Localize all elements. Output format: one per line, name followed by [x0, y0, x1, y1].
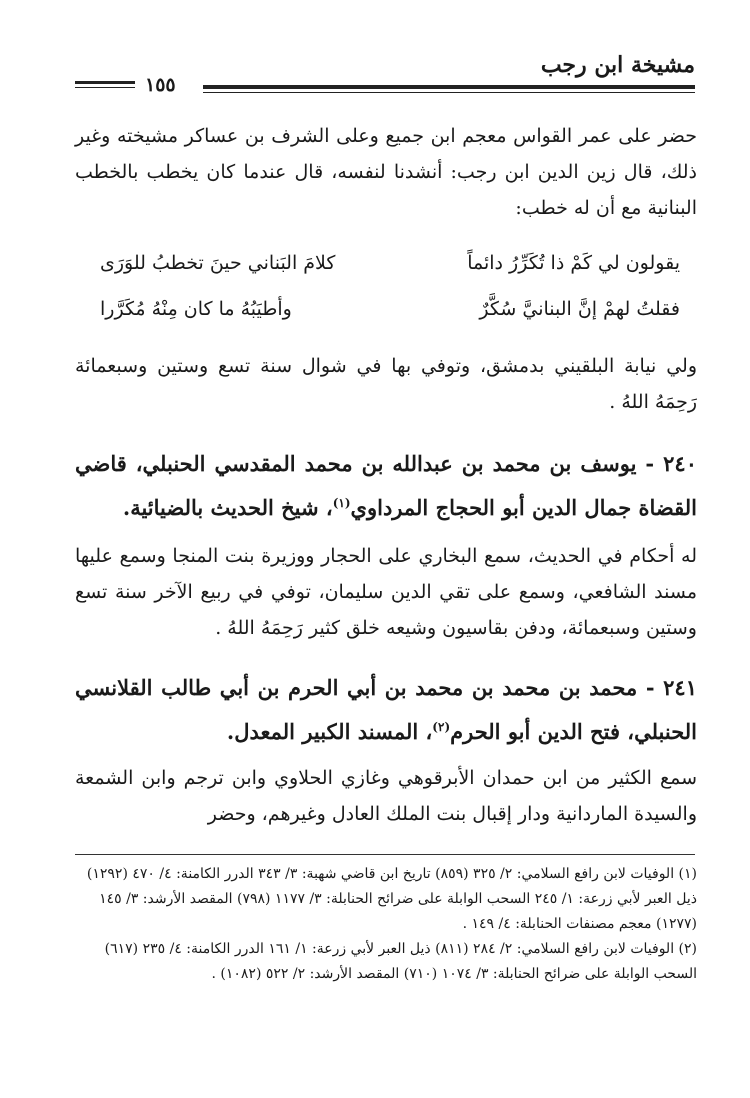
verse-line-2	[100, 298, 680, 338]
entry-241-heading	[75, 666, 697, 754]
entry-240-heading-main: ٢٤٠ - يوسف بن محمد بن عبدالله بن محمد المقدسي الحنبلي، قاضي القضاة جمال الدين أبو الحجاج المرداوي	[75, 451, 697, 520]
footnote-ref-2[interactable]: (٢)	[432, 720, 451, 734]
footnote-ref-1[interactable]: (١)	[332, 496, 351, 510]
footnote-2: (٢) الوفيات لابن رافع السلامي: ٢/ ٢٨٤ (٨١١) ذيل العبر لأبي زرعة: ١/ ١٦١ الدرر الكامنة: ٤/ ٢٣٥ (٦١٧) السحب الوابلة على ضرائح الحنابلة: ٣/ ١٠٧٤ (٧١٠) المقصد الأرشد: ٢/ ٥٢٢ (١٠٨٢) .	[104, 941, 697, 982]
entry-241-text: سمع الكثير من ابن حمدان الأبرقوهي وغازي الحلاوي وابن ترجم وابن الشمعة والسيدة الماردانية ودار إقبال بنت الملك العادل وغيرهم، وحضر	[75, 767, 697, 825]
verse-1-second-hemistich: كلامَ البَناني حينَ تخطبُ للوَرَى	[100, 252, 336, 274]
header-rule-right	[203, 85, 695, 89]
verse-2-second-hemistich: وأطيَبُهُ ما كان مِنْهُ مُكَرَّرا	[100, 298, 292, 320]
paragraph-death-note: ولي نيابة البلقيني بدمشق، وتوفي بها في شوال سنة تسع وستين وسبعمائة رَحِمَهُ اللهُ .	[75, 355, 697, 413]
verse-2-first-hemistich: فقلتُ لهمْ إنَّ البنانيَّ سُكَّرٌ	[479, 298, 680, 320]
entry-240-heading-tail: ، شيخ الحديث بالضيائية.	[122, 495, 333, 520]
page-number: ١٥٥	[145, 74, 176, 96]
footnotes	[75, 862, 697, 987]
header-rule-left-thin	[75, 87, 135, 88]
entry-240-text: له أحكام في الحديث، سمع البخاري على الحجار ووزيرة بنت المنجا وسمع عليها مسند الشافعي، وسمع على تقي الدين سليمان، توفي في ربيع الآخر سنة تسع وستين وسبعمائة، ودفن بقاسيون وشيعه خلق كثير رَحِمَهُ اللهُ .	[75, 545, 697, 639]
verse-line-1	[100, 252, 680, 292]
paragraph-intro: حضر على عمر القواس معجم ابن جميع وعلى الشرف بن عساكر مشيخته وغير ذلك، قال زين الدين ابن رجب: أنشدنا لنفسه، قال عندما كان يخطب بالخطب البنانية مع أن له خطب:	[75, 125, 697, 219]
verse-1-first-hemistich: يقولون لي كَمْ ذا تُكَرِّرُ دائماً	[467, 252, 680, 274]
footnote-1: (١) الوفيات لابن رافع السلامي: ٢/ ٣٢٥ (٨٥٩) تاريخ ابن قاضي شهبة: ٣/ ٣٤٣ الدرر الكامنة: ٤/ ٤٧٠ (١٢٩٢) ذيل العبر لأبي زرعة: ١/ ٢٤٥ السحب الوابلة على ضرائح الحنابلة: ٣/ ١١٧٧ (٧٩٨) المقصد الأرشد: ٣/ ١٤٥ (١٢٧٧) معجم مصنفات الحنابلة: ٤/ ١٤٩ .	[86, 866, 697, 932]
entry-241-heading-main: ٢٤١ - محمد بن محمد بن محمد بن أبي الحرم بن أبي طالب القلانسي الحنبلي، فتح الدين أبو الحرم	[75, 675, 697, 744]
header-rule-right-thin	[203, 92, 695, 93]
footnote-divider	[75, 854, 695, 855]
header-rule-left	[75, 81, 135, 84]
running-title: مشيخة ابن رجب	[540, 52, 695, 78]
entry-241-heading-tail: ، المسند الكبير المعدل.	[226, 719, 433, 744]
page-header	[75, 48, 695, 98]
entry-240-heading	[75, 442, 697, 530]
